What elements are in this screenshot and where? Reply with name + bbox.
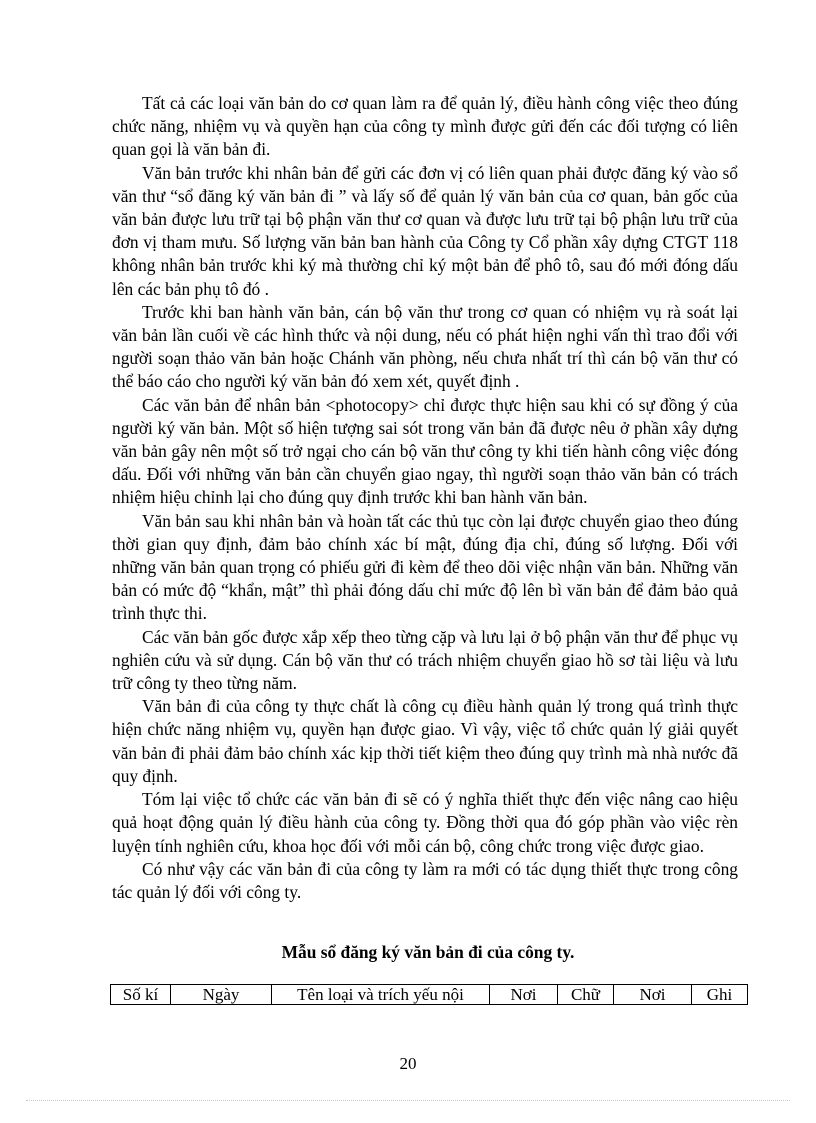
section-spacer [112,904,738,940]
column-header-ngay: Ngày [171,985,272,1005]
table-header-row [111,985,748,1005]
column-header-noi-nhan: Nơi [614,985,692,1005]
paragraph-1: Tất cả các loại văn bản do cơ quan làm ra để quản lý, điều hành công việc theo đúng chức năng, nhiệm vụ và quyền hạn của công ty mình được gửi đến các đối tượng có liên quan gọi là văn bản đi. [112,93,738,160]
register-table [110,984,748,1005]
document-page [112,92,738,1005]
paragraph-9: Có như vậy các văn bản đi của công ty làm ra mới có tác dụng thiết thực trong công tác quản lý đối với công ty. [112,858,738,902]
paragraph-7: Văn bản đi của công ty thực chất là công cụ điều hành quản lý trong quá trình thực hiện chức năng nhiệm vụ, quyền hạn được giao. Vì vậy, việc tổ chức quản lý giải quyết văn bản đi phải đảm bảo chính xác kịp thời tiết kiệm theo đúng quy trình mà nhà nước đã quy định. [112,696,738,786]
paragraph-5: Văn bản sau khi nhân bản và hoàn tất các thủ tục còn lại được chuyển giao theo đúng thời gian quy định, đảm bảo chính xác bí mật, đúng địa chỉ, đúng số lượng. Đối với những văn bản quan trọng có phiếu gửi đi kèm để theo dõi việc nhận văn bản. Những văn bản có mức độ “khẩn, mật” thì phải đóng dấu chỉ mức độ lên bì văn bản để đảm bảo quả trình thực thi. [112,510,738,624]
paragraph-8: Tóm lại việc tổ chức các văn bản đi sẽ có ý nghĩa thiết thực đến việc nâng cao hiệu quả hoạt động quản lý điều hành của công ty. Đồng thời qua đó góp phần vào việc rèn luyện tính nghiên cứu, khoa học đối với mỗi cán bộ, công chức trong việc được giao. [112,789,738,856]
footer-divider [26,1100,790,1101]
body-text [112,92,738,904]
page-number: 20 [399,1054,417,1073]
paragraph-3: Trước khi ban hành văn bản, cán bộ văn thư trong cơ quan có nhiệm vụ rà soát lại văn bản lần cuối về các hình thức và nội dung, nếu có phát hiện nghi vấn thì trao đổi với người soạn thảo văn bản hoặc Chánh văn phòng, nếu chưa nhất trí thì cán bộ văn thư có thể báo cáo cho người ký văn bản đó xem xét, quyết định . [112,301,738,392]
paragraph-2: Văn bản trước khi nhân bản để gửi các đơn vị có liên quan phải được đăng ký vào sổ văn thư “sổ đăng ký văn bản đi ” và lấy số để quản lý văn bản của cơ quan, bản gốc của văn bản được lưu trữ tại bộ phận văn thư cơ quan và được lưu trữ tại bộ phận lưu trữ của đơn vị tham mưu. Số lượng văn bản ban hành của Công ty Cổ phần xây dựng CTGT 118 không nhân bản trước khi ký mà thường chỉ ký một bản để phô tô, sau đó mới đóng dấu lên các bản phụ tô đó . [112,162,738,299]
column-header-ghi: Ghi [692,985,748,1005]
column-header-so-ki: Số kí [111,985,171,1005]
column-header-chu: Chữ [558,985,614,1005]
register-title: Mẫu sổ đăng ký văn bản đi của công ty. [281,942,575,963]
column-header-noi-gui: Nơi [490,985,558,1005]
column-header-ten-loai: Tên loại và trích yếu nội [272,985,490,1005]
paragraph-6: Các văn bản gốc được xắp xếp theo từng cặp và lưu lại ở bộ phận văn thư để phục vụ nghiên cứu và sử dụng. Cán bộ văn thư có trách nhiệm chuyển giao hồ sơ tài liệu và lưu trữ công ty theo từng năm. [112,626,738,694]
paragraph-4: Các văn bản để nhân bản <photocopy> chỉ được thực hiện sau khi có sự đồng ý của người ký văn bản. Một số hiện tượng sai sót trong văn bản đã được nêu ở phần xây dựng văn bản gây nên một số trở ngại cho cán bộ văn thư công ty khi tiến hành công việc đóng dấu. Đối với những văn bản cần chuyển giao ngay, thì người soạn thảo văn bản có trách nhiệm hiệu chỉnh lại cho đúng quy định trước khi ban hành văn bản. [112,394,738,508]
